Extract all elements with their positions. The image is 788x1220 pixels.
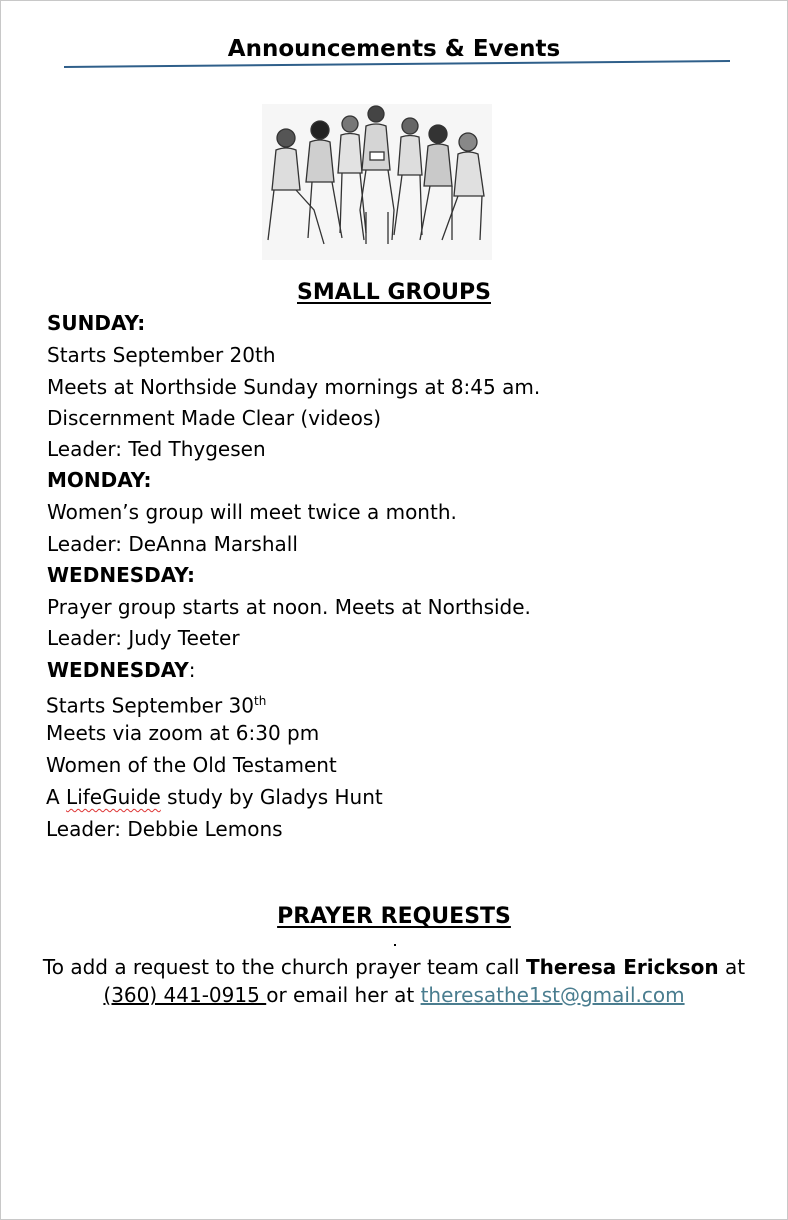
small-groups-title: SMALL GROUPS: [297, 280, 491, 305]
group-line: Women of the Old Testament: [46, 753, 337, 777]
stray-dot: [394, 944, 396, 946]
group-line-rest: study by Gladys Hunt: [160, 785, 383, 809]
group-day: WEDNESDAY: [47, 658, 189, 682]
group-line: Starts September 30: [46, 693, 254, 718]
group-line: Prayer group starts at noon. Meets at Northside.: [47, 595, 531, 619]
group-line-wrapper: [46, 785, 383, 809]
small-group-illustration: [262, 104, 492, 260]
prayer-text-at: at: [718, 955, 746, 979]
phone-link[interactable]: (360) 441-0915: [103, 983, 267, 1007]
group-line: Women’s group will meet twice a month.: [47, 500, 457, 524]
group-line-wrapper: [46, 689, 266, 718]
group-line: Meets via zoom at 6:30 pm: [46, 721, 320, 745]
prayer-requests-title: PRAYER REQUESTS: [277, 904, 511, 929]
group-day-suffix: :: [188, 658, 196, 682]
lifeguide-word: LifeGuide: [66, 785, 161, 809]
ordinal-superscript: th: [254, 694, 267, 708]
group-line: Discernment Made Clear (videos): [47, 406, 382, 430]
prayer-text-email: or email her at: [266, 983, 421, 1007]
group-leader: Leader: Judy Teeter: [47, 626, 240, 650]
group-leader: Leader: DeAnna Marshall: [47, 532, 298, 556]
group-day: WEDNESDAY:: [47, 563, 196, 587]
email-link[interactable]: theresathe1st@gmail.com: [420, 983, 685, 1007]
group-leader: Leader: Debbie Lemons: [46, 817, 283, 841]
page-title: Announcements & Events: [227, 36, 561, 62]
group-line-prefix: A: [46, 785, 67, 809]
group-line: Starts September 20th: [47, 343, 276, 367]
prayer-request-text: [0, 953, 788, 1009]
group-line: Meets at Northside Sunday mornings at 8:45 am.: [47, 375, 541, 399]
group-day: SUNDAY:: [47, 311, 146, 335]
header-rule: [64, 60, 730, 68]
prayer-text-before: To add a request to the church prayer team call: [42, 955, 526, 979]
group-day: MONDAY:: [47, 468, 152, 492]
group-day-wrapper: [47, 658, 196, 682]
contact-name: Theresa Erickson: [525, 955, 719, 979]
group-leader: Leader: Ted Thygesen: [47, 437, 266, 461]
